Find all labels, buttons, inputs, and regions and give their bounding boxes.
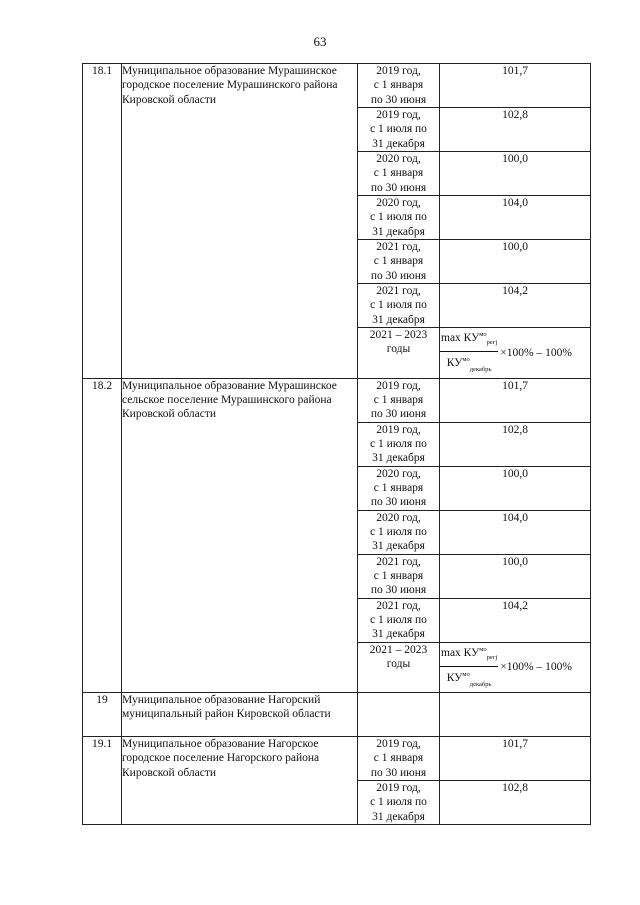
period-line: по 30 июня <box>370 269 427 282</box>
period-cell <box>358 737 440 781</box>
period-line: годы <box>386 343 411 356</box>
period-line: 31 декабря <box>372 313 425 326</box>
index-value: 100,0 <box>440 240 591 284</box>
index-value: 101,7 <box>440 378 591 422</box>
period-line: 2019 год, <box>376 65 421 77</box>
numerator-superscript: мо <box>479 331 487 338</box>
period-line: 31 декабря <box>372 540 425 553</box>
period-line: с 1 января <box>373 167 424 180</box>
formula-suffix: ×100% – 100% <box>500 661 572 674</box>
index-value: 102,8 <box>440 422 591 466</box>
period-cell <box>358 284 440 328</box>
period-line: годы <box>386 657 411 670</box>
index-value: 100,0 <box>440 152 591 196</box>
period-line: 2019 год, <box>376 423 421 436</box>
formula-numerator <box>440 643 498 667</box>
index-value: 102,8 <box>440 108 591 152</box>
period-line: с 1 июля по <box>370 613 427 626</box>
index-value: 101,7 <box>440 737 591 781</box>
denominator-text: КУ <box>446 357 463 370</box>
table-row <box>83 737 591 781</box>
period-line: 2019 год, <box>376 782 421 795</box>
denominator-superscript: мо <box>462 670 470 678</box>
period-cell <box>358 598 440 642</box>
denominator-text: КУ <box>446 671 463 684</box>
period-line: 2021 год, <box>376 241 421 253</box>
section-description: Муниципальное образование Мурашинское сельское поселение Мурашинского района Кировской области <box>122 378 358 693</box>
formula-cell <box>440 328 591 379</box>
section-description: Муниципальное образование Мурашинское городское поселение Мурашинского района Кировской области <box>122 64 358 379</box>
numerator-subscript: регj <box>486 339 498 346</box>
formula-denominator <box>447 352 492 377</box>
period-line: 2021 – 2023 <box>369 329 428 341</box>
period-line: с 1 июля по <box>370 123 427 136</box>
period-line: с 1 января <box>373 255 424 268</box>
period-line: по 30 июня <box>370 584 427 597</box>
formula-fraction <box>440 643 498 693</box>
period-line: 2020 год, <box>376 511 421 524</box>
table-row <box>83 64 591 108</box>
index-value: 104,0 <box>440 196 591 240</box>
value-cell <box>440 693 591 737</box>
period-line: 2020 год, <box>376 467 421 480</box>
formula-cell <box>440 642 591 693</box>
period-line: с 1 января <box>373 569 424 582</box>
index-formula <box>440 328 590 378</box>
period-line: с 1 июля по <box>370 299 427 312</box>
numerator-text: max КУ <box>441 332 480 344</box>
period-line: 31 декабря <box>372 452 425 465</box>
index-value: 100,0 <box>440 466 591 510</box>
period-line: 2021 – 2023 <box>369 643 428 656</box>
period-line: 2020 год, <box>376 197 421 209</box>
period-line: с 1 июля по <box>370 525 427 538</box>
index-formula <box>440 643 590 693</box>
index-value: 104,2 <box>440 284 591 328</box>
denominator-subscript: декабрь <box>469 366 492 374</box>
section-number: 18.2 <box>83 378 122 693</box>
formula-denominator <box>447 667 492 692</box>
period-line: 2021 год, <box>376 599 421 612</box>
section-number: 19 <box>83 693 122 737</box>
period-cell <box>358 108 440 152</box>
period-line: 31 декабря <box>372 137 425 150</box>
period-line: по 30 июня <box>370 408 427 421</box>
period-line: 2021 год, <box>376 285 421 297</box>
section-number: 18.1 <box>83 64 122 379</box>
period-cell <box>358 466 440 510</box>
formula-suffix: ×100% – 100% <box>500 346 572 359</box>
period-line: по 30 июня <box>370 766 427 779</box>
period-line: с 1 января <box>373 481 424 494</box>
period-line: с 1 января <box>373 752 424 765</box>
section-description: Муниципальное образование Нагорский муниципальный район Кировской области <box>122 693 358 737</box>
numerator-superscript: мо <box>479 645 487 653</box>
index-value: 104,0 <box>440 510 591 554</box>
period-line: с 1 января <box>373 393 424 406</box>
numerator-text: max КУ <box>441 646 480 659</box>
period-line: с 1 июля по <box>370 796 427 809</box>
index-value: 100,0 <box>440 554 591 598</box>
period-cell <box>358 152 440 196</box>
period-line: 31 декабря <box>372 225 425 238</box>
section-number: 19.1 <box>83 737 122 825</box>
section-description: Муниципальное образование Нагорское городское поселение Нагорского района Кировской области <box>122 737 358 825</box>
period-line: 2019 год, <box>376 738 421 751</box>
period-cell <box>358 240 440 284</box>
period-cell <box>358 510 440 554</box>
period-cell <box>358 328 440 379</box>
tariff-table <box>82 63 591 825</box>
period-line: с 1 июля по <box>370 437 427 450</box>
period-line: по 30 июня <box>370 496 427 509</box>
period-line: 31 декабря <box>372 810 425 823</box>
period-line: 2021 год, <box>376 555 421 568</box>
period-line: с 1 июля по <box>370 211 427 224</box>
page-number: 63 <box>313 34 327 49</box>
period-cell <box>358 693 440 737</box>
table-row <box>83 378 591 422</box>
formula-fraction <box>440 328 498 378</box>
period-cell <box>358 781 440 825</box>
formula-numerator <box>440 328 498 352</box>
period-line: 31 декабря <box>372 628 425 641</box>
denominator-superscript: мо <box>462 356 470 364</box>
table-row <box>83 693 591 737</box>
period-line: 2019 год, <box>376 379 421 392</box>
period-cell <box>358 64 440 108</box>
period-line: по 30 июня <box>370 181 427 194</box>
period-cell <box>358 642 440 693</box>
index-value: 104,2 <box>440 598 591 642</box>
period-cell <box>358 378 440 422</box>
period-line: по 30 июня <box>370 93 427 106</box>
index-value: 102,8 <box>440 781 591 825</box>
denominator-subscript: декабрь <box>469 680 492 688</box>
period-line: 2019 год, <box>376 109 421 121</box>
period-line: 2020 год, <box>376 153 421 165</box>
index-value: 101,7 <box>440 64 591 108</box>
numerator-subscript: регj <box>486 653 498 661</box>
period-cell <box>358 422 440 466</box>
period-line: с 1 января <box>373 79 424 92</box>
period-cell <box>358 196 440 240</box>
period-cell <box>358 554 440 598</box>
